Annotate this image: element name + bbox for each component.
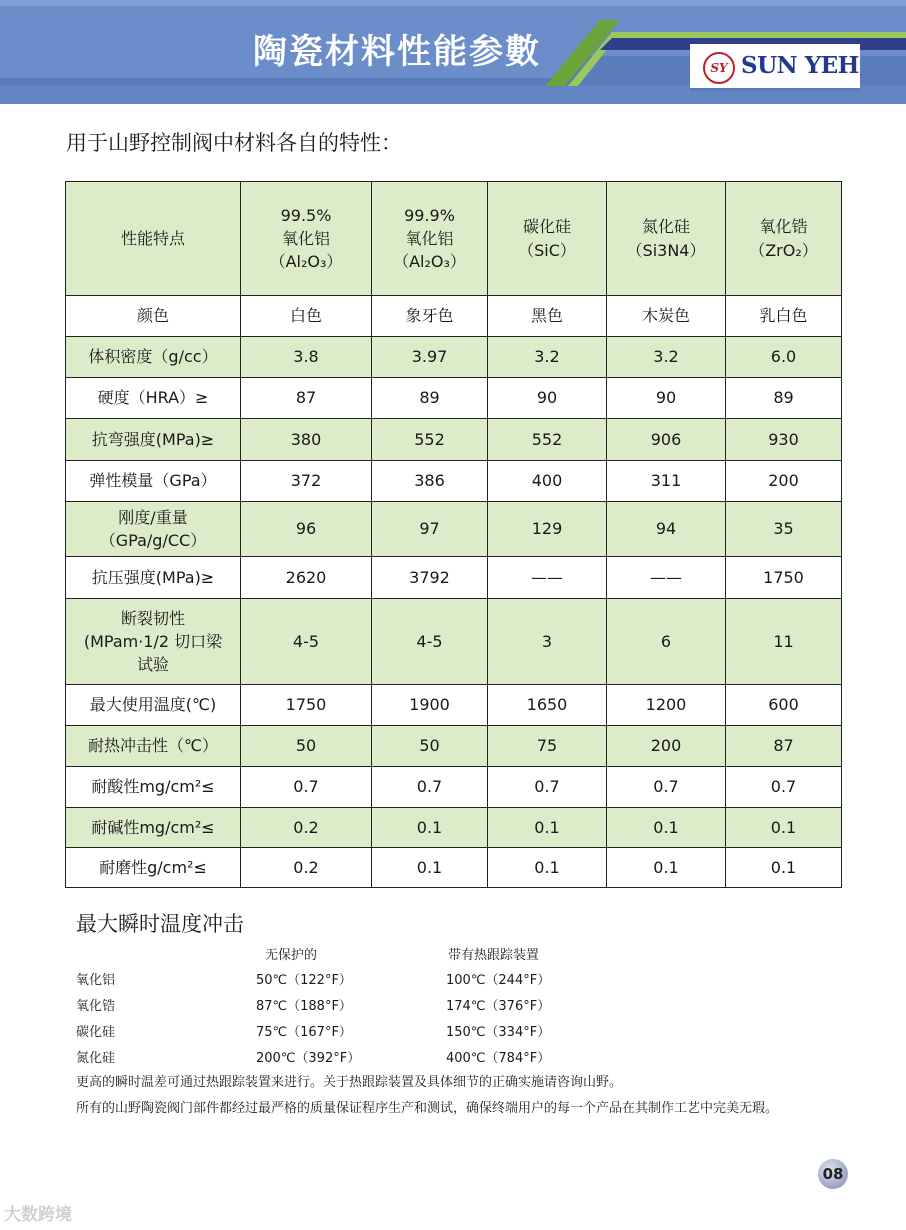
table-cell: 0.2	[241, 808, 372, 848]
table-cell: 象牙色	[372, 296, 488, 337]
table-cell: 906	[607, 419, 726, 461]
table-cell: 0.7	[372, 767, 488, 808]
row-label: 耐酸性mg/cm²≤	[66, 767, 241, 808]
quality-assurance-note: 所有的山野陶瓷阀门部件都经过最严格的质量保证程序生产和测试，确保终端用户的每一个产品在其制作工艺中完美无瑕。	[76, 1101, 779, 1116]
unprotected-value: 75℃（167°F）	[256, 1025, 352, 1040]
table-cell: 6	[607, 599, 726, 685]
row-label: 硬度（HRA）≥	[66, 378, 241, 419]
row-label: 抗压强度(MPa)≥	[66, 557, 241, 599]
table-cell: 0.1	[488, 808, 607, 848]
protected-value: 150℃（334°F）	[446, 1025, 551, 1040]
table-cell: ——	[488, 557, 607, 599]
table-row	[66, 767, 842, 808]
table-cell: 3.2	[607, 337, 726, 378]
table-cell: 552	[372, 419, 488, 461]
table-cell: 0.7	[488, 767, 607, 808]
table-cell: 89	[726, 378, 842, 419]
column-header-alumina-999: 99.9% 氧化铝 （Al₂O₃）	[372, 182, 488, 296]
table-cell: 311	[607, 461, 726, 502]
row-label: 断裂韧性 (MPam·1/2 切口梁 试验	[66, 599, 241, 685]
table-cell: 3.8	[241, 337, 372, 378]
table-cell: 90	[607, 378, 726, 419]
table-cell: 3	[488, 599, 607, 685]
table-cell: 3.97	[372, 337, 488, 378]
header-banner	[0, 0, 906, 104]
table-row	[66, 419, 842, 461]
table-cell: 0.7	[726, 767, 842, 808]
table-cell: 4-5	[241, 599, 372, 685]
logo-text: SUN YEH	[741, 52, 859, 79]
thermal-shock-row	[76, 969, 676, 991]
row-label: 最大使用温度(℃)	[66, 685, 241, 726]
page-title: 陶瓷材料性能参數	[253, 32, 541, 72]
unprotected-value: 87℃（188°F）	[256, 999, 352, 1014]
thermal-shock-row	[76, 1047, 676, 1069]
table-cell: 50	[241, 726, 372, 767]
table-cell: 0.7	[607, 767, 726, 808]
thermal-shock-title: 最大瞬时温度冲击	[76, 912, 244, 936]
table-cell: 75	[488, 726, 607, 767]
page-number-badge: 08	[818, 1159, 848, 1189]
table-row	[66, 808, 842, 848]
table-cell: 50	[372, 726, 488, 767]
table-cell: 乳白色	[726, 296, 842, 337]
table-cell: 0.2	[241, 848, 372, 888]
section-subtitle: 用于山野控制阀中材料各自的特性：	[66, 131, 402, 155]
unprotected-value: 50℃（122°F）	[256, 973, 352, 988]
table-cell: 0.1	[607, 808, 726, 848]
table-row	[66, 848, 842, 888]
material-name: 碳化硅	[76, 1025, 116, 1040]
table-cell: 372	[241, 461, 372, 502]
protected-value: 400℃（784°F）	[446, 1051, 551, 1066]
table-cell: 386	[372, 461, 488, 502]
table-cell: 白色	[241, 296, 372, 337]
column-header-alumina-995: 99.5% 氧化铝 （Al₂O₃）	[241, 182, 372, 296]
table-cell: 89	[372, 378, 488, 419]
table-cell: 0.7	[241, 767, 372, 808]
table-cell: 2620	[241, 557, 372, 599]
table-cell: 380	[241, 419, 372, 461]
table-row	[66, 337, 842, 378]
table-cell: 1900	[372, 685, 488, 726]
table-row	[66, 502, 842, 557]
table-cell: 94	[607, 502, 726, 557]
table-cell: 90	[488, 378, 607, 419]
row-label: 弹性模量（GPa）	[66, 461, 241, 502]
table-cell: ——	[607, 557, 726, 599]
table-cell: 129	[488, 502, 607, 557]
watermark-text: 大数跨境	[4, 1205, 72, 1225]
table-cell: 0.1	[372, 808, 488, 848]
table-row	[66, 296, 842, 337]
table-cell: 87	[726, 726, 842, 767]
table-row	[66, 685, 842, 726]
row-label: 刚度/重量 （GPa/g/CC）	[66, 502, 241, 557]
table-row	[66, 378, 842, 419]
table-cell: 200	[607, 726, 726, 767]
row-label: 耐热冲击性（℃）	[66, 726, 241, 767]
table-cell: 6.0	[726, 337, 842, 378]
table-cell: 600	[726, 685, 842, 726]
table-row	[66, 599, 842, 685]
material-name: 氧化锆	[76, 999, 116, 1014]
table-cell: 11	[726, 599, 842, 685]
table-cell: 552	[488, 419, 607, 461]
table-cell: 3792	[372, 557, 488, 599]
table-cell: 930	[726, 419, 842, 461]
table-cell: 1750	[726, 557, 842, 599]
row-label: 颜色	[66, 296, 241, 337]
table-cell: 0.1	[726, 848, 842, 888]
company-logo	[703, 51, 859, 87]
table-cell: 3.2	[488, 337, 607, 378]
thermal-shock-row	[76, 995, 676, 1017]
table-cell: 木炭色	[607, 296, 726, 337]
row-label: 体积密度（g/cc）	[66, 337, 241, 378]
table-cell: 4-5	[372, 599, 488, 685]
table-cell: 1200	[607, 685, 726, 726]
row-label: 抗弯强度(MPa)≥	[66, 419, 241, 461]
table-header-row	[66, 182, 842, 296]
table-cell: 0.1	[726, 808, 842, 848]
table-cell: 0.1	[607, 848, 726, 888]
corner-header: 性能特点	[66, 182, 241, 296]
column-header-zirconia: 氧化锆 （ZrO₂）	[726, 182, 842, 296]
table-cell: 0.1	[488, 848, 607, 888]
table-cell: 1650	[488, 685, 607, 726]
logo-mark-icon: SY	[703, 52, 735, 84]
table-row	[66, 557, 842, 599]
column-label-unprotected: 无保护的	[265, 948, 318, 963]
column-header-silicon-nitride: 氮化硅 （Si3N4）	[607, 182, 726, 296]
table-cell: 400	[488, 461, 607, 502]
table-cell: 97	[372, 502, 488, 557]
table-cell: 35	[726, 502, 842, 557]
protected-value: 100℃（244°F）	[446, 973, 551, 988]
table-row	[66, 726, 842, 767]
table-cell: 0.1	[372, 848, 488, 888]
table-cell: 96	[241, 502, 372, 557]
unprotected-value: 200℃（392°F）	[256, 1051, 361, 1066]
column-header-silicon-carbide: 碳化硅 （SiC）	[488, 182, 607, 296]
material-properties-table	[65, 181, 842, 888]
protected-value: 174℃（376°F）	[446, 999, 551, 1014]
row-label: 耐碱性mg/cm²≤	[66, 808, 241, 848]
table-cell: 黑色	[488, 296, 607, 337]
material-name: 氧化铝	[76, 973, 116, 988]
table-row	[66, 461, 842, 502]
thermal-tracing-note: 更高的瞬时温差可通过热跟踪装置来进行。关于热跟踪装置及具体细节的正确实施请咨询山野。	[76, 1075, 623, 1090]
table-cell: 200	[726, 461, 842, 502]
row-label: 耐磨性g/cm²≤	[66, 848, 241, 888]
thermal-shock-row	[76, 1021, 676, 1043]
column-label-protected: 带有热跟踪装置	[448, 948, 540, 963]
table-cell: 1750	[241, 685, 372, 726]
material-name: 氮化硅	[76, 1051, 116, 1066]
table-cell: 87	[241, 378, 372, 419]
